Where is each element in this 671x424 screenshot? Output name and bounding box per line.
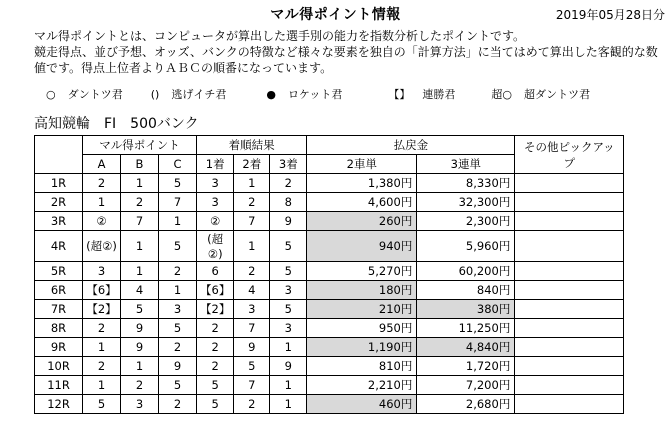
result-r1: 3 xyxy=(197,193,234,212)
point-b: 9 xyxy=(121,319,159,338)
race-number: 8R xyxy=(35,319,83,338)
point-c: 9 xyxy=(159,357,197,376)
point-a: 【6】 xyxy=(83,281,121,300)
point-c: 7 xyxy=(159,193,197,212)
race-number: 3R xyxy=(35,212,83,231)
nisha-payout: 1,380円 xyxy=(307,174,417,193)
result-r2: 7 xyxy=(234,212,270,231)
other-pickup-cell xyxy=(515,174,624,193)
table-row xyxy=(35,338,624,357)
intro-line: マル得ポイントとは、コンピュータが算出した選手別の能力を指数分析したポイントです。 xyxy=(34,29,526,43)
result-r1: 【2】 xyxy=(197,300,234,319)
result-r2: 1 xyxy=(234,231,270,262)
point-b: 9 xyxy=(121,338,159,357)
section-title: 高知競輪 FI 500バンク xyxy=(34,116,199,132)
nisha-payout: 210円 xyxy=(307,300,417,319)
point-b: 5 xyxy=(121,300,159,319)
race-number: 6R xyxy=(35,281,83,300)
legend-label: 連勝君 xyxy=(422,88,456,101)
table-row xyxy=(35,193,624,212)
result-r1: 【6】 xyxy=(197,281,234,300)
other-pickup-cell xyxy=(515,338,624,357)
col-nisha-header: 2車単 xyxy=(307,155,417,174)
table-row xyxy=(35,357,624,376)
race-number: 5R xyxy=(35,262,83,281)
other-pickup-cell xyxy=(515,319,624,338)
nisha-payout: 260円 xyxy=(307,212,417,231)
sanren-payout: 7,200円 xyxy=(417,376,515,395)
point-a: 2 xyxy=(83,174,121,193)
col-b-header: B xyxy=(121,155,159,174)
legend-item xyxy=(388,86,455,102)
nisha-payout: 4,600円 xyxy=(307,193,417,212)
point-a: 1 xyxy=(83,193,121,212)
table-row xyxy=(35,300,624,319)
result-r1: 5 xyxy=(197,395,234,414)
nisha-payout: 2,210円 xyxy=(307,376,417,395)
other-pickup-cell xyxy=(515,395,624,414)
point-c: 2 xyxy=(159,338,197,357)
point-b: 2 xyxy=(121,376,159,395)
intro-line: 競走得点、並び予想、オッズ、バンクの特徴など様々な要素を独自の「計算方法」に当てはめて算出した客観的な数 xyxy=(34,45,658,59)
sanren-payout: 32,300円 xyxy=(417,193,515,212)
point-c: 5 xyxy=(159,174,197,193)
result-r3: 2 xyxy=(270,174,307,193)
point-a: (超②) xyxy=(83,231,121,262)
legend-mark: 超○ xyxy=(491,88,512,101)
result-r2: 9 xyxy=(234,338,270,357)
race-number: 12R xyxy=(35,395,83,414)
point-b: 2 xyxy=(121,193,159,212)
point-a: 【2】 xyxy=(83,300,121,319)
race-number: 11R xyxy=(35,376,83,395)
table-row xyxy=(35,281,624,300)
point-c: 5 xyxy=(159,231,197,262)
legend-item xyxy=(266,86,342,102)
point-a: 3 xyxy=(83,262,121,281)
result-r1: 2 xyxy=(197,357,234,376)
legend-item xyxy=(491,86,590,102)
other-pickup-header: その他ピックアップ xyxy=(515,136,624,174)
legend-mark: ○ xyxy=(46,88,56,101)
legend-mark: ● xyxy=(266,88,276,101)
results-table xyxy=(34,135,624,414)
table-row xyxy=(35,212,624,231)
sanren-payout: 60,200円 xyxy=(417,262,515,281)
point-c: 2 xyxy=(159,262,197,281)
other-pickup-cell xyxy=(515,193,624,212)
result-r3: 8 xyxy=(270,193,307,212)
result-r1: 5 xyxy=(197,376,234,395)
race-number: 4R xyxy=(35,231,83,262)
point-b: 3 xyxy=(121,395,159,414)
legend-item xyxy=(46,86,123,102)
other-pickup-cell xyxy=(515,300,624,319)
result-r2: 2 xyxy=(234,395,270,414)
page-title: マル得ポイント情報 xyxy=(270,7,401,23)
point-b: 1 xyxy=(121,231,159,262)
legend xyxy=(46,86,590,102)
sanren-payout: 380円 xyxy=(417,300,515,319)
legend-item xyxy=(151,86,227,102)
result-r2: 3 xyxy=(234,300,270,319)
col-third-header: 3着 xyxy=(270,155,307,174)
result-r3: 5 xyxy=(270,231,307,262)
legend-label: 逃げイチ君 xyxy=(171,88,227,101)
col-a-header: A xyxy=(83,155,121,174)
other-pickup-cell xyxy=(515,231,624,262)
result-r3: 1 xyxy=(270,338,307,357)
race-number: 2R xyxy=(35,193,83,212)
nisha-payout: 810円 xyxy=(307,357,417,376)
nisha-payout: 950円 xyxy=(307,319,417,338)
point-c: 1 xyxy=(159,281,197,300)
result-r2: 7 xyxy=(234,376,270,395)
point-b: 4 xyxy=(121,281,159,300)
point-c: 5 xyxy=(159,319,197,338)
nisha-payout: 460円 xyxy=(307,395,417,414)
col-first-header: 1着 xyxy=(197,155,234,174)
race-number: 7R xyxy=(35,300,83,319)
point-b: 1 xyxy=(121,262,159,281)
col-second-header: 2着 xyxy=(234,155,270,174)
legend-mark: 【】 xyxy=(388,88,411,101)
table-row xyxy=(35,231,624,262)
result-r3: 5 xyxy=(270,300,307,319)
result-r1: 2 xyxy=(197,338,234,357)
result-r3: 9 xyxy=(270,212,307,231)
result-r1: ② xyxy=(197,212,234,231)
result-r2: 2 xyxy=(234,262,270,281)
result-r3: 9 xyxy=(270,357,307,376)
col-sanren-header: 3連単 xyxy=(417,155,515,174)
nisha-payout: 1,190円 xyxy=(307,338,417,357)
sanren-payout: 11,250円 xyxy=(417,319,515,338)
race-number: 10R xyxy=(35,357,83,376)
result-header: 着順結果 xyxy=(197,136,307,155)
other-pickup-cell xyxy=(515,357,624,376)
col-c-header: C xyxy=(159,155,197,174)
point-a: 1 xyxy=(83,376,121,395)
other-pickup-cell xyxy=(515,376,624,395)
point-a: 5 xyxy=(83,395,121,414)
sanren-payout: 5,960円 xyxy=(417,231,515,262)
point-c: 1 xyxy=(159,212,197,231)
sanren-payout: 1,720円 xyxy=(417,357,515,376)
point-c: 3 xyxy=(159,300,197,319)
sanren-payout: 4,840円 xyxy=(417,338,515,357)
point-b: 1 xyxy=(121,174,159,193)
report-date: 2019年05月28日分 xyxy=(555,8,665,22)
intro-text xyxy=(34,28,664,76)
corner-cell xyxy=(35,136,83,174)
nisha-payout: 5,270円 xyxy=(307,262,417,281)
result-r1: 6 xyxy=(197,262,234,281)
table-row xyxy=(35,376,624,395)
payout-header: 払戻金 xyxy=(307,136,515,155)
result-r3: 5 xyxy=(270,262,307,281)
point-b: 7 xyxy=(121,212,159,231)
table-row xyxy=(35,319,624,338)
point-b: 1 xyxy=(121,357,159,376)
result-r2: 1 xyxy=(234,174,270,193)
point-c: 5 xyxy=(159,376,197,395)
point-c: 2 xyxy=(159,395,197,414)
result-r3: 1 xyxy=(270,395,307,414)
result-r2: 4 xyxy=(234,281,270,300)
result-r1: 2 xyxy=(197,319,234,338)
sanren-payout: 2,680円 xyxy=(417,395,515,414)
legend-mark: () xyxy=(150,88,160,101)
race-number: 1R xyxy=(35,174,83,193)
result-r3: 1 xyxy=(270,376,307,395)
race-number: 9R xyxy=(35,338,83,357)
table-row xyxy=(35,262,624,281)
points-header: マル得ポイント xyxy=(83,136,197,155)
result-r1: (超②) xyxy=(197,231,234,262)
legend-label: ロケット君 xyxy=(287,88,343,101)
sanren-payout: 840円 xyxy=(417,281,515,300)
legend-label: ダントツ君 xyxy=(67,88,123,101)
result-r1: 3 xyxy=(197,174,234,193)
result-r3: 3 xyxy=(270,281,307,300)
result-r2: 5 xyxy=(234,357,270,376)
result-r2: 7 xyxy=(234,319,270,338)
result-r3: 3 xyxy=(270,319,307,338)
point-a: 2 xyxy=(83,357,121,376)
point-a: ② xyxy=(83,212,121,231)
sanren-payout: 2,300円 xyxy=(417,212,515,231)
result-r2: 2 xyxy=(234,193,270,212)
legend-label: 超ダントツ君 xyxy=(524,88,591,101)
intro-line: 値です。得点上位者よりＡＢＣの順番になっています。 xyxy=(34,61,333,75)
table-row xyxy=(35,395,624,414)
table-row xyxy=(35,174,624,193)
point-a: 1 xyxy=(83,338,121,357)
other-pickup-cell xyxy=(515,281,624,300)
other-pickup-cell xyxy=(515,262,624,281)
nisha-payout: 940円 xyxy=(307,231,417,262)
sanren-payout: 8,330円 xyxy=(417,174,515,193)
point-a: 2 xyxy=(83,319,121,338)
nisha-payout: 180円 xyxy=(307,281,417,300)
other-pickup-cell xyxy=(515,212,624,231)
